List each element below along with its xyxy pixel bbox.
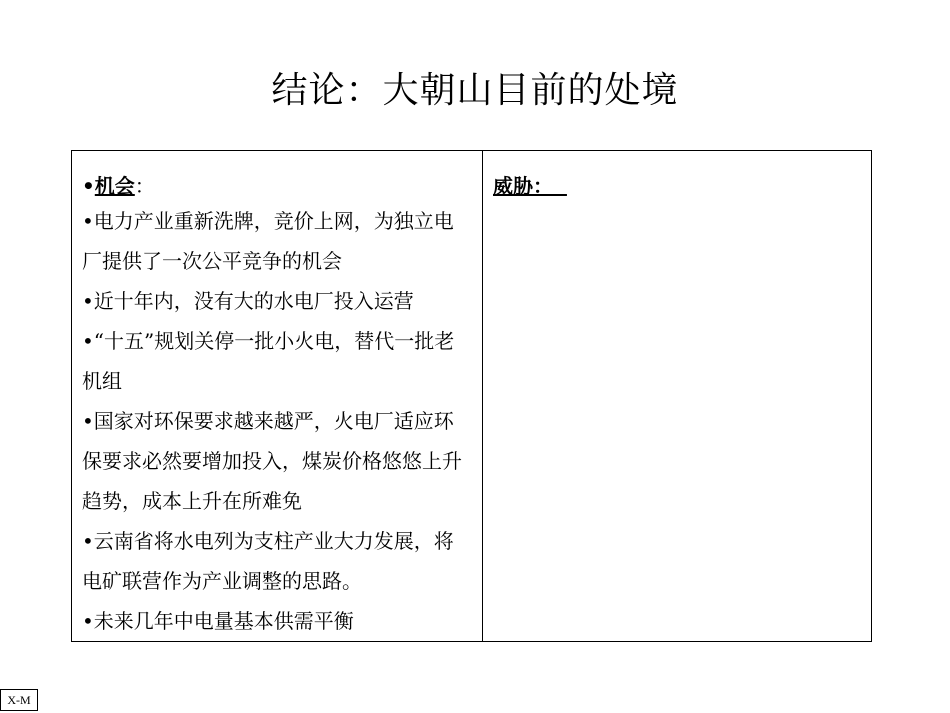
opportunities-heading (82, 171, 482, 201)
opportunities-heading-colon: ： (134, 174, 155, 198)
opportunities-column (72, 151, 483, 641)
heading-bullet: • (82, 174, 95, 198)
list-item: •近十年内，没有大的水电厂投入运营 (82, 289, 414, 313)
swot-table (71, 150, 872, 642)
list-item: •“十五”规划关停一批小火电，替代一批老机组 (82, 329, 455, 393)
list-item: •未来几年中电量基本供需平衡 (82, 609, 354, 633)
footer-label: X-M (0, 689, 38, 711)
threats-heading-trail (553, 174, 567, 198)
list-item: •云南省将水电列为支柱产业大力发展，将电矿联营作为产业调整的思路。 (82, 529, 454, 593)
threats-heading (493, 171, 871, 201)
list-item: •电力产业重新洗牌，竞价上网，为独立电厂提供了一次公平竞争的机会 (82, 209, 454, 273)
list-item: •国家对环保要求越来越严，火电厂适应环保要求必然要增加投入，煤炭价格悠悠上升趋势，成本上升在所难免 (82, 409, 462, 513)
page-title: 结论：大朝山目前的处境 (271, 70, 679, 111)
threats-heading-label: 威胁： (493, 174, 553, 198)
opportunities-heading-label: 机会 (94, 174, 135, 198)
threats-column (483, 151, 871, 641)
